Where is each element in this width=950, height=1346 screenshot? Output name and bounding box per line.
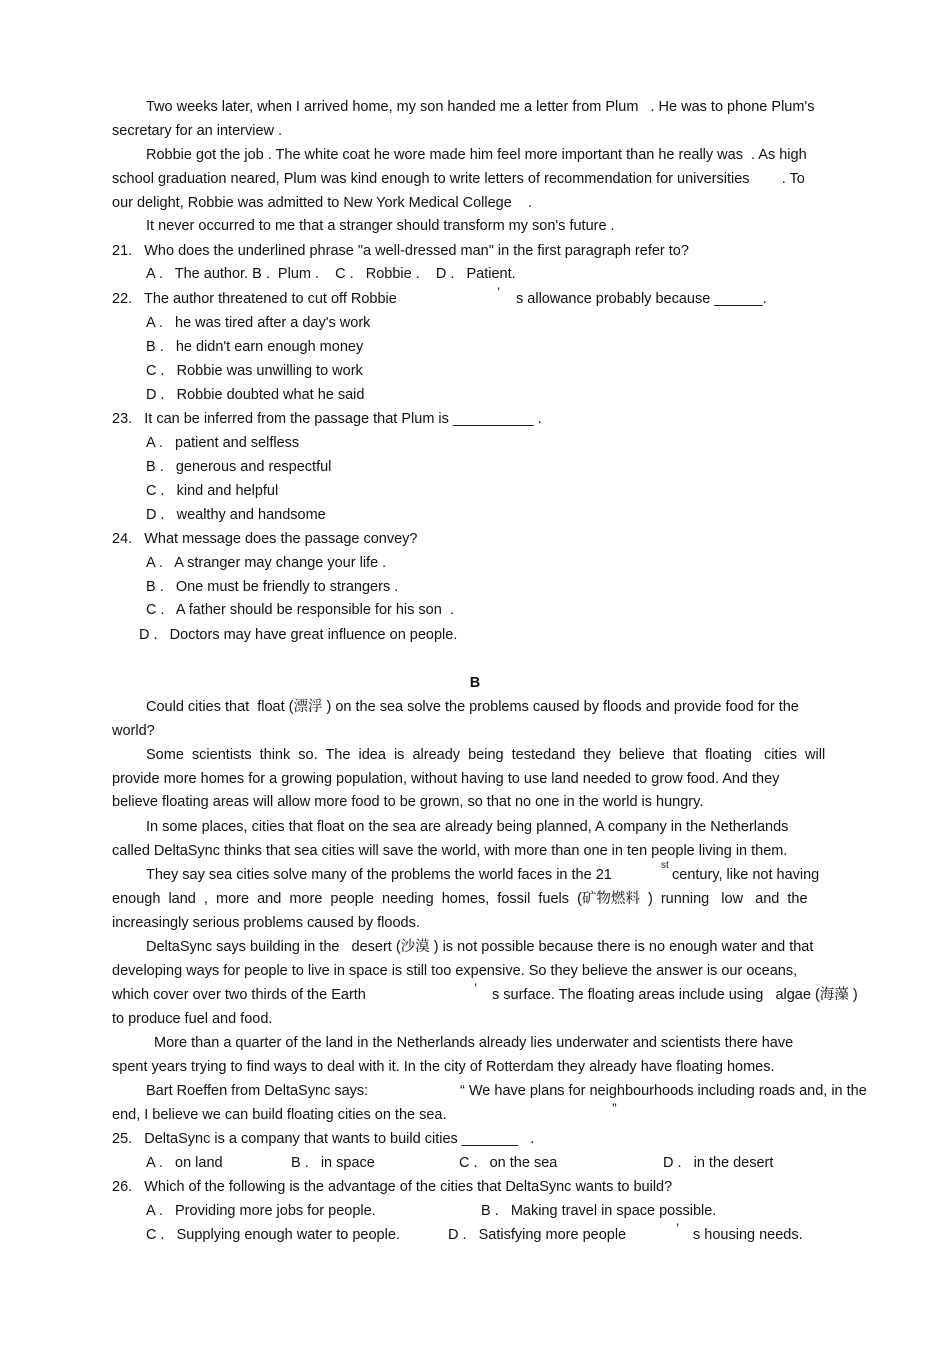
- passage-b-line: developing ways for people to live in space is still too expensive. So they believe the answer is our oceans,: [112, 963, 798, 979]
- question-24-option-c: C . A father should be responsible for his son .: [146, 602, 454, 618]
- question-22-option-c: C . Robbie was unwilling to work: [146, 363, 363, 379]
- question-25-option-a: A . on land: [146, 1155, 223, 1171]
- passage-a-line: secretary for an interview .: [112, 123, 283, 139]
- question-25-stem: 25. DeltaSync is a company that wants to build cities _______ .: [112, 1131, 535, 1147]
- question-23-option-d: D . wealthy and handsome: [146, 507, 326, 523]
- question-24-stem: 24. What message does the passage convey?: [112, 531, 418, 547]
- passage-b-line: DeltaSync says building in the desert (沙漠 ) is not possible because there is no enough water and that: [146, 939, 814, 955]
- passage-b-line: Could cities that float (漂浮 ) on the sea solve the problems caused by floods and provide food for the: [146, 699, 799, 715]
- question-21-options: A . The author. B . Plum . C . Robbie . D . Patient.: [146, 266, 516, 282]
- question-26-option-b: B . Making travel in space possible.: [481, 1203, 717, 1219]
- passage-a-line: school graduation neared, Plum was kind enough to write letters of recommendation for universities . To: [112, 171, 805, 187]
- question-25-option-d: D . in the desert: [663, 1155, 774, 1171]
- passage-b-line: century, like not having: [672, 867, 820, 883]
- question-22-option-b: B . he didn't earn enough money: [146, 339, 364, 355]
- passage-b-line: increasingly serious problems caused by floods.: [112, 915, 420, 931]
- passage-b-line: called DeltaSync thinks that sea cities will save the world, with more than one in ten people living in them.: [112, 843, 788, 859]
- question-26-option-d-rest: s housing needs.: [693, 1227, 803, 1243]
- question-23-option-a: A . patient and selfless: [146, 435, 300, 451]
- question-25-option-b: B . in space: [291, 1155, 375, 1171]
- question-23-option-b: B . generous and respectful: [146, 459, 332, 475]
- passage-b-line: They say sea cities solve many of the problems the world faces in the 21: [146, 867, 612, 883]
- question-26-stem: 26. Which of the following is the advantage of the cities that DeltaSync wants to build?: [112, 1179, 673, 1195]
- question-23-option-c: C . kind and helpful: [146, 483, 279, 499]
- passage-b-line: Bart Roeffen from DeltaSync says:: [146, 1083, 369, 1099]
- passage-a-line: Two weeks later, when I arrived home, my son handed me a letter from Plum . He was to phone Plum's: [146, 99, 815, 115]
- apostrophe-mark: ’: [474, 980, 478, 996]
- passage-a-line: our delight, Robbie was admitted to New York Medical College .: [112, 195, 532, 211]
- passage-b-line: enough land , more and more people needing homes, fossil fuels (矿物燃料 ) running low and the: [112, 891, 808, 907]
- question-26-option-c: C . Supplying enough water to people.: [146, 1227, 400, 1243]
- passage-a-line: It never occurred to me that a stranger should transform my son's future .: [146, 218, 615, 234]
- question-21-stem: 21. Who does the underlined phrase "a well-dressed man" in the first paragraph refer to?: [112, 243, 689, 259]
- superscript-st: st: [661, 860, 669, 871]
- question-24-option-a: A . A stranger may change your life .: [146, 555, 387, 571]
- question-24-option-b: B . One must be friendly to strangers .: [146, 579, 399, 595]
- question-26-option-d: D . Satisfying more people: [448, 1227, 627, 1243]
- passage-b-line: provide more homes for a growing population, without having to use land needed to grow food. And they: [112, 771, 780, 787]
- section-b-heading: B: [469, 675, 481, 691]
- passage-b-line: More than a quarter of the land in the Netherlands already lies underwater and scientists there have: [154, 1035, 794, 1051]
- question-22-stem-left: 22. The author threatened to cut off Robbie: [112, 291, 397, 307]
- question-23-stem: 23. It can be inferred from the passage that Plum is __________ .: [112, 411, 542, 427]
- question-26-option-a: A . Providing more jobs for people.: [146, 1203, 376, 1219]
- question-24-option-d: D . Doctors may have great influence on people.: [139, 627, 458, 643]
- passage-b-quote: end, I believe we can build floating cities on the sea.: [112, 1107, 447, 1123]
- passage-b-line: s surface. The floating areas include using algae (海藻 ): [492, 987, 858, 1003]
- question-22-stem-right: s allowance probably because ______.: [516, 291, 767, 307]
- question-22-option-a: A . he was tired after a day's work: [146, 315, 371, 331]
- passage-b-line: believe floating areas will allow more food to be grown, so that no one in the world is hungry.: [112, 794, 704, 810]
- passage-b-line: spent years trying to find ways to deal with it. In the city of Rotterdam they already have floating homes.: [112, 1059, 775, 1075]
- apostrophe-mark: ’: [497, 284, 501, 300]
- passage-b-line: which cover over two thirds of the Earth: [112, 987, 366, 1003]
- passage-b-line: to produce fuel and food.: [112, 1011, 273, 1027]
- question-25-option-c: C . on the sea: [459, 1155, 558, 1171]
- apostrophe-mark: ’: [676, 1220, 680, 1236]
- passage-b-quote: “ We have plans for neighbourhoods including roads and, in the: [460, 1083, 867, 1099]
- passage-b-line: Some scientists think so. The idea is already being testedand they believe that floating cities will: [146, 747, 826, 763]
- passage-a-line: Robbie got the job . The white coat he wore made him feel more important than he really was . As high: [146, 147, 807, 163]
- passage-b-line: world?: [112, 723, 155, 739]
- question-22-option-d: D . Robbie doubted what he said: [146, 387, 365, 403]
- passage-b-line: In some places, cities that float on the sea are already being planned, A company in the Netherlands: [146, 819, 789, 835]
- closing-quote-mark: ”: [612, 1100, 617, 1116]
